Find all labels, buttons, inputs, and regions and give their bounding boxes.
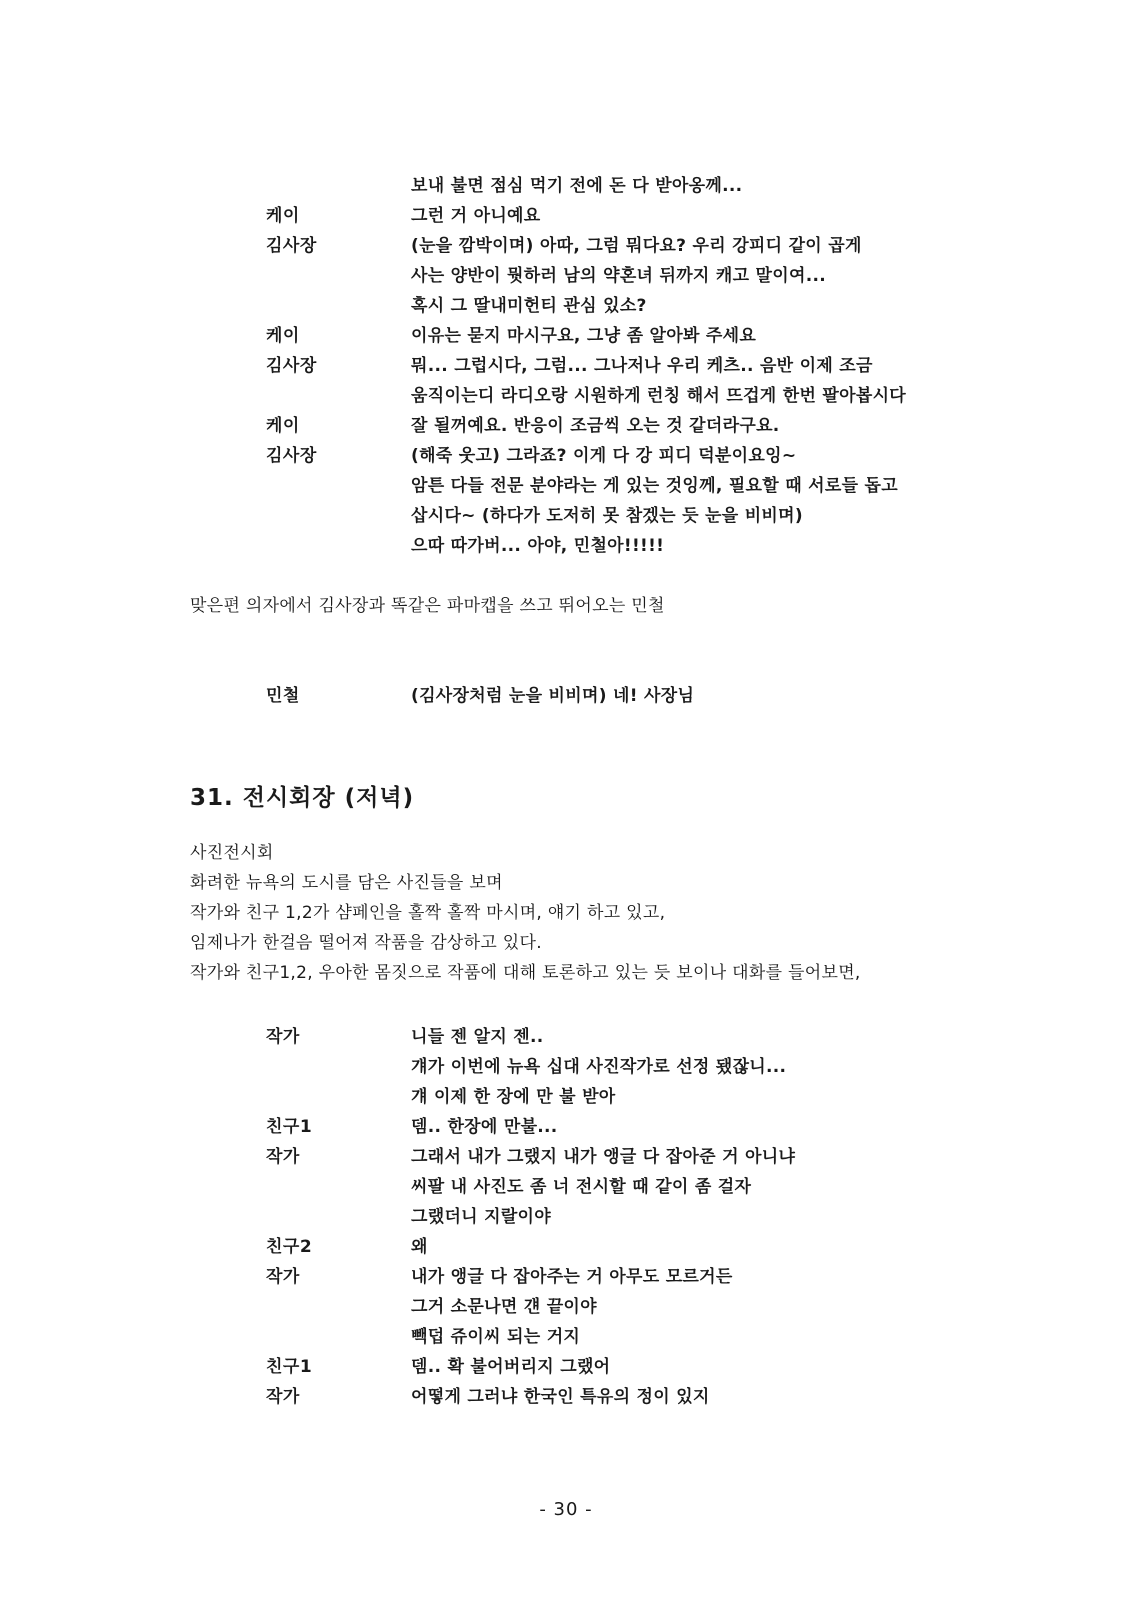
- action-line: [0, 838, 1132, 868]
- dialogue-row: [0, 231, 1132, 261]
- dialogue-row: [0, 291, 1132, 321]
- action-line: [0, 868, 1132, 898]
- dialogue-row: [0, 1262, 1132, 1292]
- action-text: 임제나가 한걸음 떨어져 작품을 감상하고 있다.: [190, 933, 542, 953]
- speaker-name: 작가: [266, 1027, 300, 1047]
- dialogue-row: [0, 471, 1132, 501]
- action-text: 작가와 친구 1,2가 샴페인을 홀짝 홀짝 마시며, 얘기 하고 있고,: [190, 903, 666, 923]
- dialogue-row: [0, 1052, 1132, 1082]
- speaker-name: 케이: [266, 206, 300, 226]
- dialogue-row: [0, 1142, 1132, 1172]
- dialogue-line: 왜: [411, 1237, 428, 1257]
- speaker-name: 작가: [266, 1387, 300, 1407]
- dialogue-line: 사는 양반이 뭣하러 남의 약혼녀 뒤까지 캐고 말이여...: [411, 266, 826, 286]
- action-line: [0, 898, 1132, 928]
- dialogue-line: 그랬더니 지랄이야: [411, 1207, 551, 1227]
- dialogue-line: 혹시 그 딸내미헌티 관심 있소?: [411, 296, 647, 316]
- dialogue-row: [0, 1112, 1132, 1142]
- dialogue-row: [0, 261, 1132, 291]
- dialogue-row: [0, 1232, 1132, 1262]
- dialogue-line: 움직이는디 라디오랑 시원하게 런칭 해서 뜨겁게 한번 팔아봅시다: [411, 386, 907, 406]
- action-line: [0, 928, 1132, 958]
- action-text: 화려한 뉴욕의 도시를 담은 사진들을 보며: [190, 873, 503, 893]
- dialogue-line: 뎀.. 확 불어버리지 그랬어: [411, 1357, 611, 1377]
- speaker-name: 김사장: [266, 356, 317, 376]
- dialogue-row: [0, 1292, 1132, 1322]
- dialogue-row: [0, 1322, 1132, 1352]
- dialogue-row: [0, 531, 1132, 561]
- dialogue-line: 빽덥 쥬이씨 되는 거지: [411, 1327, 581, 1347]
- dialogue-row: [0, 681, 1132, 711]
- dialogue-line: 내가 앵글 다 잡아주는 거 아무도 모르거든: [411, 1267, 733, 1287]
- speaker-name: 케이: [266, 416, 300, 436]
- dialogue-row: [0, 1202, 1132, 1232]
- dialogue-line: 그래서 내가 그랬지 내가 앵글 다 잡아준 거 아니냐: [411, 1147, 796, 1167]
- dialogue-line: 삽시다~ (하다가 도저히 못 참겠는 듯 눈을 비비며): [411, 506, 803, 526]
- dialogue-row: [0, 441, 1132, 471]
- dialogue-line: 으따 따가버... 아야, 민철아!!!!!: [411, 536, 665, 556]
- dialogue-row: [0, 501, 1132, 531]
- dialogue-line: (김사장처럼 눈을 비비며) 네! 사장님: [411, 686, 695, 706]
- scene-heading: 31. 전시회장 (저녁): [190, 785, 415, 811]
- speaker-name: 케이: [266, 326, 300, 346]
- speaker-name: 친구1: [266, 1117, 313, 1137]
- dialogue-line: (눈을 깜박이며) 아따, 그럼 뭐다요? 우리 강피디 같이 곱게: [411, 236, 862, 256]
- dialogue-line: 씨팔 내 사진도 좀 너 전시할 때 같이 좀 걸자: [411, 1177, 752, 1197]
- dialogue-row: [0, 411, 1132, 441]
- speaker-name: 작가: [266, 1147, 300, 1167]
- dialogue-line: 그거 소문나면 걘 끝이야: [411, 1297, 597, 1317]
- action-line: [0, 591, 1132, 621]
- dialogue-row: [0, 1382, 1132, 1412]
- dialogue-line: 걔가 이번에 뉴욕 십대 사진작가로 선정 됐잖니...: [411, 1057, 787, 1077]
- dialogue-row: [0, 1352, 1132, 1382]
- speaker-name: 친구2: [266, 1237, 313, 1257]
- speaker-name: 작가: [266, 1267, 300, 1287]
- dialogue-row: [0, 1172, 1132, 1202]
- dialogue-line: 어떻게 그러냐 한국인 특유의 정이 있지: [411, 1387, 710, 1407]
- action-text: 맞은편 의자에서 김사장과 똑같은 파마캡을 쓰고 뛰어오는 민철: [190, 596, 665, 616]
- dialogue-row: [0, 1082, 1132, 1112]
- dialogue-line: 니들 젠 알지 젠..: [411, 1027, 544, 1047]
- dialogue-line: (해죽 웃고) 그라죠? 이게 다 강 피디 덕분이요잉~: [411, 446, 797, 466]
- page-number: - 30 -: [539, 1499, 593, 1520]
- dialogue-row: [0, 351, 1132, 381]
- dialogue-line: 걔 이제 한 장에 만 불 받아: [411, 1087, 616, 1107]
- action-line: [0, 958, 1132, 988]
- dialogue-row: [0, 201, 1132, 231]
- speaker-name: 친구1: [266, 1357, 313, 1377]
- dialogue-row: [0, 171, 1132, 201]
- dialogue-line: 그런 거 아니예요: [411, 206, 541, 226]
- dialogue-row: [0, 1022, 1132, 1052]
- dialogue-line: 뎀.. 한장에 만불...: [411, 1117, 558, 1137]
- dialogue-row: [0, 381, 1132, 411]
- action-text: 사진전시회: [190, 843, 274, 863]
- dialogue-line: 이유는 묻지 마시구요, 그냥 좀 알아봐 주세요: [411, 326, 757, 346]
- dialogue-line: 잘 될꺼예요. 반응이 조금씩 오는 것 같더라구요.: [411, 416, 780, 436]
- action-text: 작가와 친구1,2, 우아한 몸짓으로 작품에 대해 토론하고 있는 듯 보이나 대화를 들어보면,: [190, 963, 861, 983]
- dialogue-line: 암튼 다들 전문 분야라는 게 있는 것잉께, 필요할 때 서로들 돕고: [411, 476, 898, 496]
- speaker-name: 김사장: [266, 446, 317, 466]
- speaker-name: 민철: [266, 686, 300, 706]
- dialogue-row: [0, 321, 1132, 351]
- dialogue-line: 보내 불면 점심 먹기 전에 돈 다 받아옹께...: [411, 176, 743, 196]
- dialogue-line: 뭐... 그럽시다, 그럼... 그나저나 우리 케츠.. 음반 이제 조금: [411, 356, 873, 376]
- speaker-name: 김사장: [266, 236, 317, 256]
